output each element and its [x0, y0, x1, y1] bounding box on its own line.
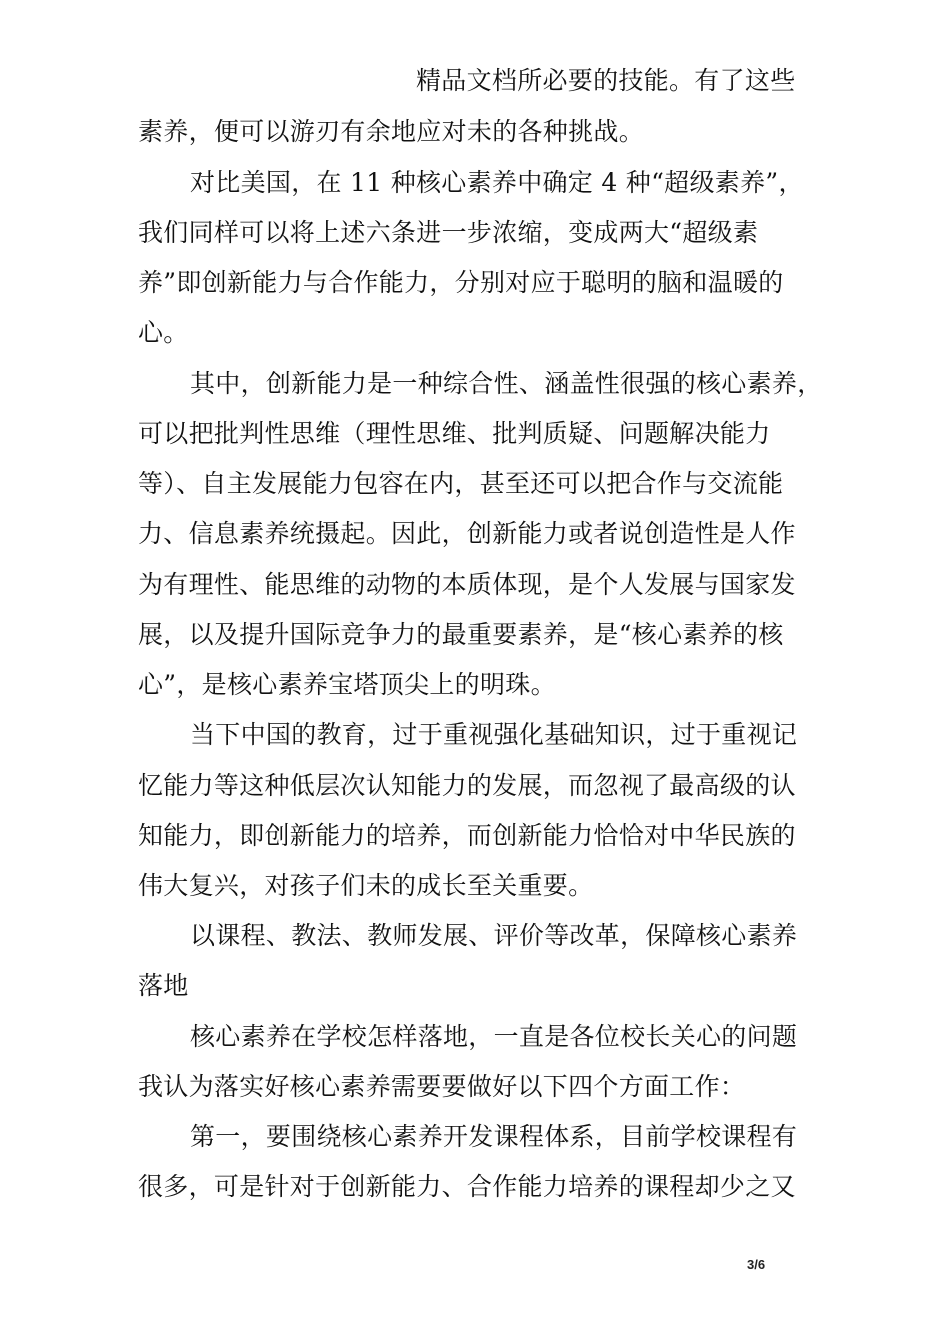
text-line: 很多，可是针对于创新能力、合作能力培养的课程却少之又: [138, 1172, 796, 1201]
text-line: 伟大复兴，对孩子们未的成长至关重要。: [138, 871, 594, 900]
text-line: 素养，便可以游刃有余地应对未的各种挑战。: [138, 117, 645, 146]
text-line: 我认为落实好核心素养需要要做好以下四个方面工作：: [138, 1072, 746, 1101]
text-line: 我们同样可以将上述六条进一步浓缩，变成两大“超级素: [138, 218, 759, 247]
text-line: 心。: [138, 318, 189, 347]
text-line: 可以把批判性思维（理性思维、批判质疑、问题解决能力: [138, 419, 771, 448]
text-line: 以课程、教法、教师发展、评价等改革，保障核心素养: [190, 921, 798, 950]
text-line: 展，以及提升国际竞争力的最重要素养，是“核心素养的核: [138, 620, 784, 649]
text-line: 心”，是核心素养宝塔顶尖上的明珠。: [138, 670, 556, 699]
text-line: 精品文档所必要的技能。有了这些: [416, 66, 796, 95]
text-line: 其中，创新能力是一种综合性、涵盖性很强的核心素养，: [190, 369, 823, 398]
text-line: 等）、自主发展能力包容在内，甚至还可以把合作与交流能: [138, 469, 784, 498]
text-line: 力、信息素养统摄起。因此，创新能力或者说创造性是人作: [138, 519, 796, 548]
text-line: 养”即创新能力与合作能力，分别对应于聪明的脑和温暖的: [138, 268, 784, 297]
page-number: 3/6: [747, 1257, 766, 1272]
text-line: 当下中国的教育，过于重视强化基础知识，过于重视记: [190, 720, 798, 749]
text-line: 对比美国，在 11 种核心素养中确定 4 种“超级素养”，: [190, 168, 804, 197]
text-line: 知能力，即创新能力的培养，而创新能力恰恰对中华民族的: [138, 821, 796, 850]
text-line: 第一，要围绕核心素养开发课程体系，目前学校课程有: [190, 1122, 798, 1151]
text-line: 为有理性、能思维的动物的本质体现，是个人发展与国家发: [138, 570, 796, 599]
text-line: 忆能力等这种低层次认知能力的发展，而忽视了最高级的认: [138, 771, 796, 800]
text-line: 落地: [138, 971, 189, 1000]
text-line: 核心素养在学校怎样落地，一直是各位校长关心的问题: [190, 1022, 798, 1051]
